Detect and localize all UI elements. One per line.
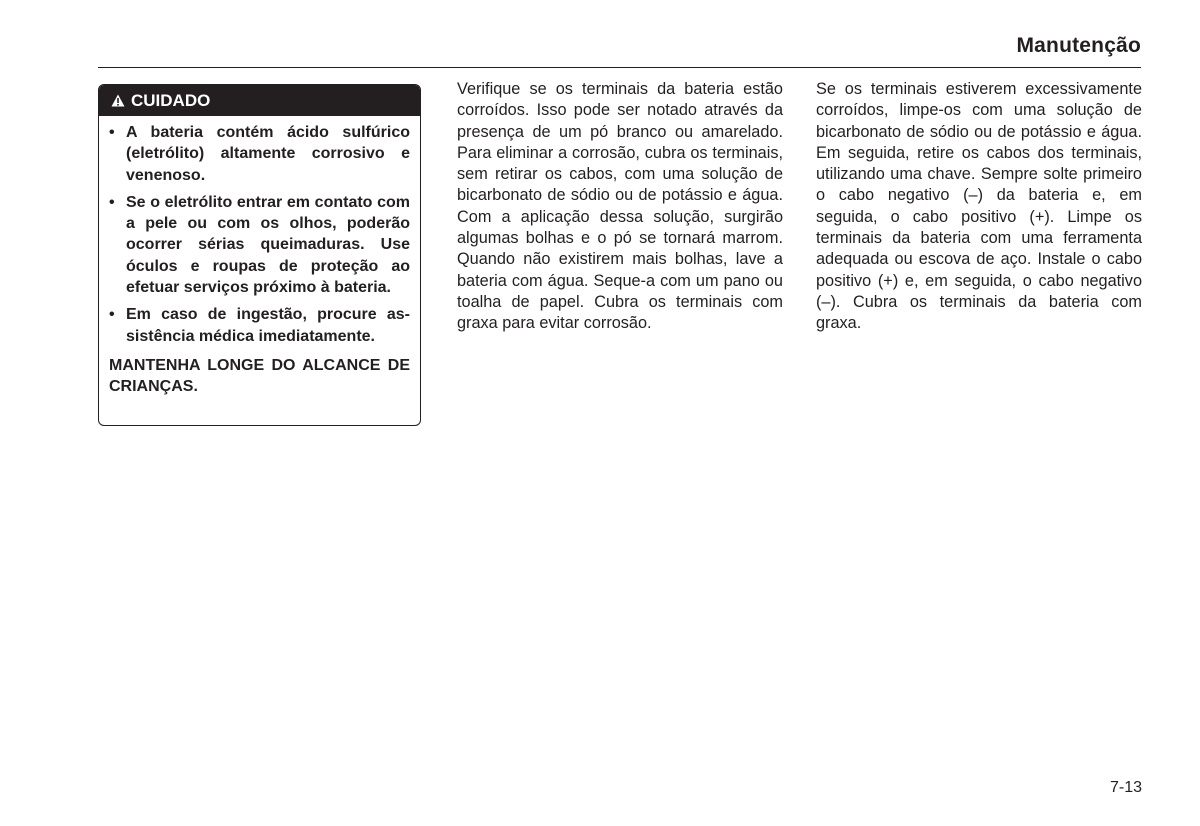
caution-item: • Se o eletrólito entrar em contato com a pele ou com os olhos, poderão ocorrer sérias queimaduras. Use óculos e roupas de proteção ao efetuar serviços próximo à bateria.: [109, 192, 410, 298]
body-column-middle: Verifique se os terminais da bateria estão corroídos. Isso pode ser notado através da presença de um pó branco ou amarelado. Para eliminar a corrosão, cubra os terminais, sem retirar os cabos, com uma solução de bicarbonato de sódio ou de potássio e água. Com a aplicação dessa solução, surgirão algumas bolhas e o pó se tornará marrom. Quando não existirem mais bolhas, lave a bateria com água. Seque-a com um pano ou toalha de papel. Cubra os terminais com graxa para evitar corrosão.: [457, 80, 783, 333]
warning-triangle-icon: [111, 94, 125, 107]
caution-item: • A bateria contém ácido sulfúrico (eletrólito) altamente corrosivo e venenoso.: [109, 122, 410, 186]
caution-title: CUIDADO: [131, 90, 211, 110]
page-header-title: Manutenção: [1016, 34, 1141, 57]
caution-footer-text: MANTENHA LONGE DO ALCANCE DE CRIANÇAS.: [109, 356, 410, 396]
caution-item: • Em caso de ingestão, procure assistência médica imediatamente.: [109, 304, 410, 347]
caution-box: [98, 84, 421, 426]
caution-header: [99, 85, 420, 116]
page-number: 7-13: [1109, 779, 1142, 796]
caution-list: [109, 122, 410, 347]
caution-body: [99, 116, 420, 398]
body-column-right: Se os terminais estiverem excessivamente corroídos, limpe-os com uma solução de bicarbonato de sódio ou de potássio e água. Em seguida, retire os cabos dos terminais, utilizando uma chave. Sempre solte primeiro o cabo negativo (–) da bateria e, em seguida, o cabo positivo (+). Limpe os terminais da bateria com uma ferramenta adequada ou escova de aço. Instale o cabo positivo (+) e, em seguida, o cabo negativo (–). Cubra os terminais da bateria com graxa.: [816, 80, 1142, 333]
header-divider: [98, 67, 1141, 68]
